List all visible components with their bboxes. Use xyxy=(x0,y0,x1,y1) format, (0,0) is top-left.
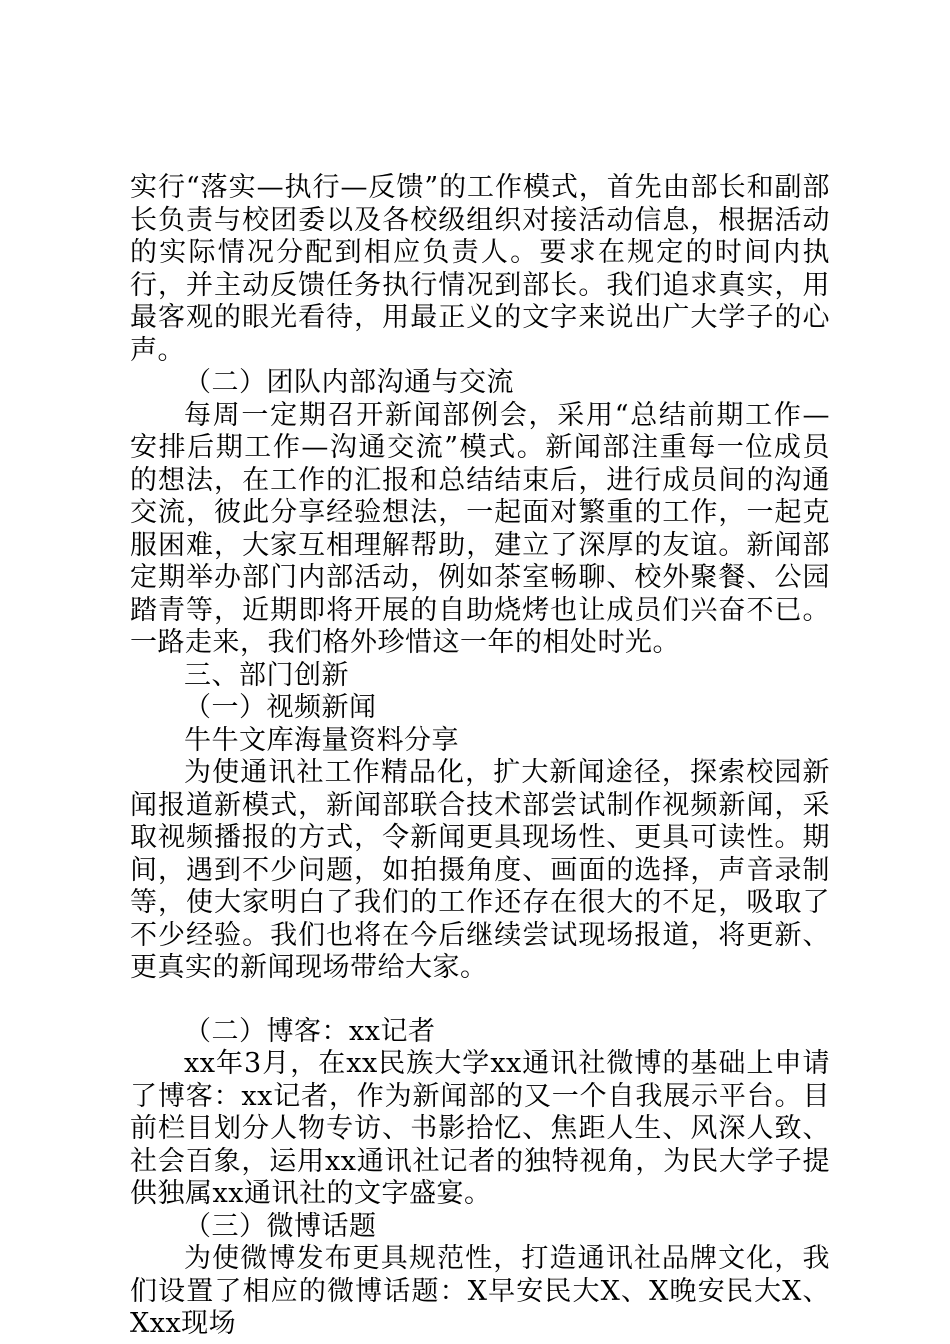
paragraph-blog: xx年3月，在xx民族大学xx通讯社微博的基础上申请了博客：xx记者，作为新闻部的又一个自我展示平台。目前栏目划分人物专访、书影拾忆、焦距人生、风深人致、社会百象，运用xx通讯社记者的独特视角，为民大学子提供独属xx通讯社的文字盛宴。 xyxy=(130,1048,830,1209)
heading-weibo-topics: （三）微博话题 xyxy=(184,1210,377,1242)
paragraph-work-mode: 实行“落实—执行—反馈”的工作模式，首先由部长和副部长负责与校团委以及各校级组织对接活动信息，根据活动的实际情况分配到相应负责人。要求在规定的时间内执行，并主动反馈任务执行情况到部长。我们追求真实，用最客观的眼光看待，用最正义的文字来说出广大学子的心声。 xyxy=(130,172,830,366)
document-body xyxy=(130,172,830,1341)
paragraph-weibo-topics: 为使微博发布更具规范性，打造通讯社品牌文化，我们设置了相应的微博话题：X早安民大X、X晚安民大X、Xxx现场 xyxy=(130,1243,830,1339)
heading-blog: （二）博客：xx记者 xyxy=(184,1015,436,1047)
heading-video-news: （一）视频新闻 xyxy=(184,692,377,723)
heading-team-communication: （二）团队内部沟通与交流 xyxy=(184,367,514,398)
heading-department-innovation: 三、部门创新 xyxy=(184,659,349,691)
paragraph-video-news: 为使通讯社工作精品化，扩大新闻途径，探索校园新闻报道新模式，新闻部联合技术部尝试制作视频新闻，采取视频播报的方式，令新闻更具现场性、更具可读性。期间，遇到不少问题，如拍摄角度、画面的选择，声音录制等，使大家明白了我们的工作还存在很大的不足，吸取了不少经验。我们也将在今后继续尝试现场报道，将更新、更真实的新闻现场带给大家。 xyxy=(130,757,830,983)
paragraph-weekly-meeting: 每周一定期召开新闻部例会，采用“总结前期工作—安排后期工作—沟通交流”模式。新闻部注重每一位成员的想法，在工作的汇报和总结结束后，进行成员间的沟通交流，彼此分享经验想法，一起面对繁重的工作，一起克服困难，大家互相理解帮助，建立了深厚的友谊。新闻部定期举办部门内部活动，例如茶室畅聊、校外聚餐、公园踏青等，近期即将开展的自助烧烤也让成员们兴奋不已。一路走来，我们格外珍惜这一年的相处时光。 xyxy=(130,399,830,658)
watermark-line: 牛牛文库海量资料分享 xyxy=(184,724,459,756)
